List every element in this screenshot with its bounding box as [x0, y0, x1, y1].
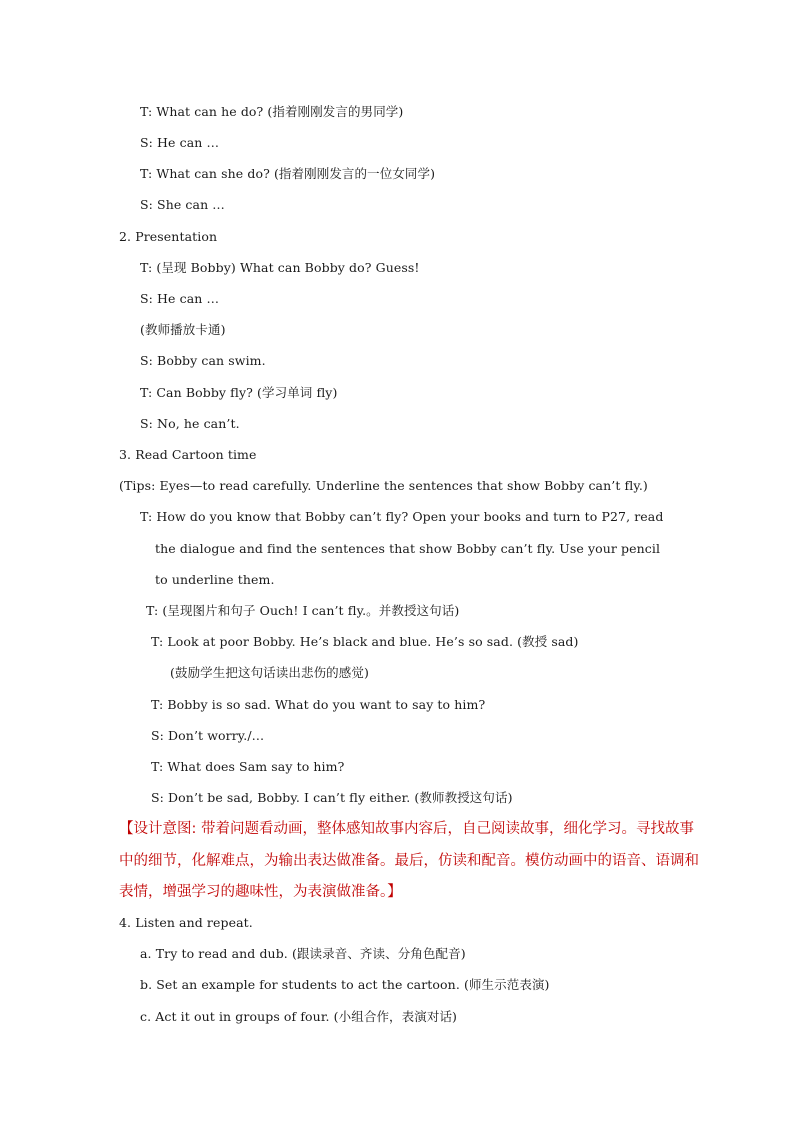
teacher-line-he: T: What can he do? (指着刚刚发言的男同学) [140, 104, 404, 119]
stage-note-cartoon: (教师播放卡通) [140, 322, 226, 337]
design-note-line-3: 表情，增强学习的趣味性，为表演做准备。】 [119, 884, 402, 900]
teacher-line-she: T: What can she do? (指着刚刚发言的一位女同学) [140, 166, 436, 181]
student-line-worry: S: Don’t worry./… [151, 728, 265, 743]
student-line-guess: S: He can … [140, 291, 220, 306]
design-note-line-1: 【设计意图: 带着问题看动画，整体感知故事内容后，自己阅读故事，细化学习。寻找故事 [119, 821, 694, 837]
step-c: c. Act it out in groups of four. (小组合作，表演对话) [140, 1009, 458, 1024]
teacher-line-sam: T: What does Sam say to him? [151, 759, 345, 774]
student-line-swim: S: Bobby can swim. [140, 353, 266, 368]
step-a: a. Try to read and dub. (跟读录音、齐读、分角色配音) [140, 946, 466, 961]
student-line-she: S: She can … [140, 197, 225, 212]
teacher-line-know-cont: the dialogue and find the sentences that show Bobby can’t fly. Use your pencil [155, 541, 661, 556]
teacher-line-so-sad: T: Bobby is so sad. What do you want to say to him? [151, 697, 486, 712]
stage-note-sad: (鼓励学生把这句话读出悲伤的感觉) [170, 665, 369, 680]
section-heading-listen: 4. Listen and repeat. [119, 915, 253, 930]
teacher-line-poor-bobby: T: Look at poor Bobby. He’s black and blue. He’s so sad. (教授 sad) [151, 634, 579, 649]
student-line-cant: S: No, he can’t. [140, 416, 240, 431]
section-heading-presentation: 2. Presentation [119, 229, 218, 244]
teacher-line-fly: T: Can Bobby fly? (学习单词 fly) [140, 385, 338, 400]
tips-line: (Tips: Eyes—to read carefully. Underline the sentences that show Bobby can’t fly.) [119, 478, 648, 493]
step-b: b. Set an example for students to act the cartoon. (师生示范表演) [140, 977, 550, 992]
design-note-line-2: 中的细节，化解难点，为输出表达做准备。最后，仿读和配音。模仿动画中的语音、语调和 [119, 853, 699, 869]
student-line-either: S: Don’t be sad, Bobby. I can’t fly either. (教师教授这句话) [151, 790, 513, 805]
teacher-line-bobby: T: (呈现 Bobby) What can Bobby do? Guess! [140, 260, 420, 275]
section-heading-cartoon: 3. Read Cartoon time [119, 447, 257, 462]
teacher-line-ouch: T: (呈现图片和句子 Ouch! I can’t fly.。并教授这句话) [146, 603, 460, 618]
teacher-line-know: T: How do you know that Bobby can’t fly? Open your books and turn to P27, read [140, 509, 664, 524]
teacher-line-know-end: to underline them. [155, 572, 275, 587]
student-line-he: S: He can … [140, 135, 220, 150]
